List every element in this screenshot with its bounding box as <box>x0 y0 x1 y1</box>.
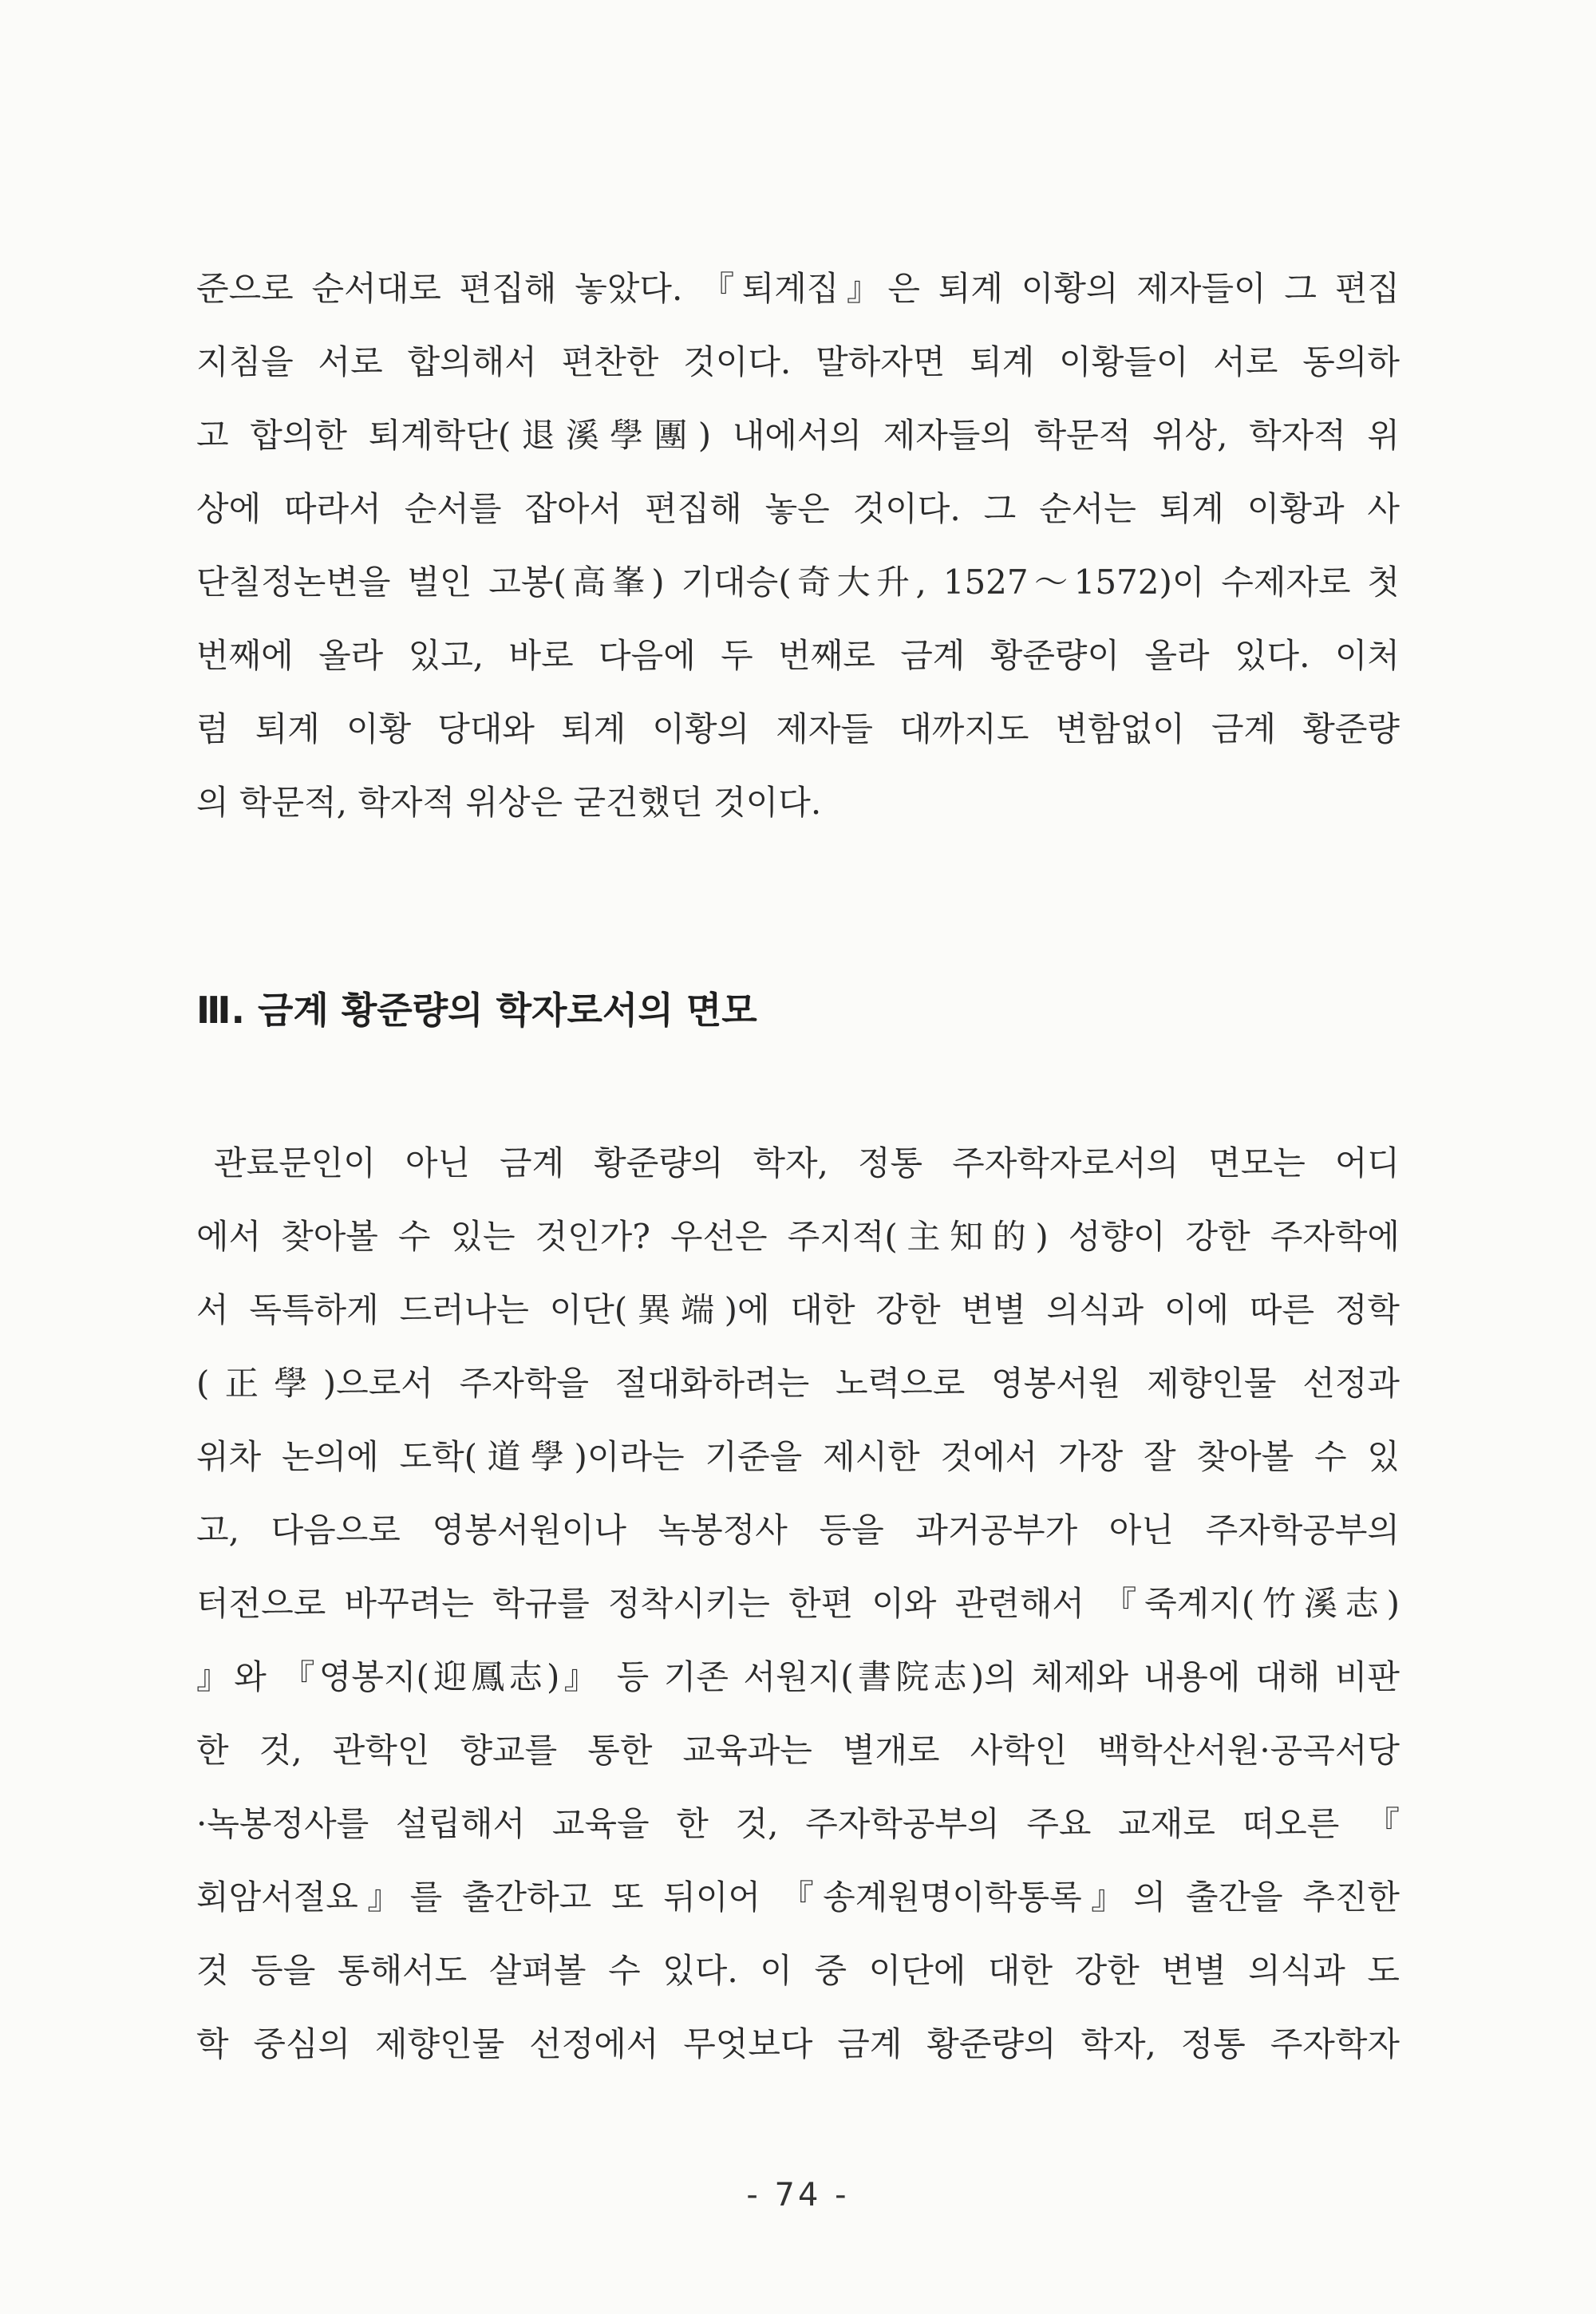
text-line: 준으로 순서대로 편집해 놓았다. 『퇴계집』은 퇴계 이황의 제자들이 그 편집 <box>196 269 1400 308</box>
text-line: 럼 퇴계 이황 당대와 퇴계 이황의 제자들 대까지도 변함없이 금계 황준량 <box>196 709 1400 748</box>
text-line: 단칠정논변을 벌인 고봉(高峯) 기대승(奇大升, 1527～1572)이 수제자로 첫 <box>196 563 1400 602</box>
text-line: (正學)으로서 주자학을 절대화하려는 노력으로 영봉서원 제향인물 선정과 <box>196 1364 1400 1403</box>
text-line: 것 등을 통해서도 살펴볼 수 있다. 이 중 이단에 대한 강한 변별 의식과 도 <box>196 1951 1400 1990</box>
text-line: 고 합의한 퇴계학단(退溪學團) 내에서의 제자들의 학문적 위상, 학자적 위 <box>196 416 1400 455</box>
text-line: 회암서절요』를 출간하고 또 뒤이어 『송계원명이학통록』의 출간을 추진한 <box>196 1878 1400 1917</box>
text-line: 고, 다음으로 영봉서원이나 녹봉정사 등을 과거공부가 아닌 주자학공부의 <box>196 1510 1400 1550</box>
text-line: 관료문인이 아닌 금계 황준량의 학자, 정통 주자학자로서의 면모는 어디 <box>214 1143 1400 1183</box>
paragraph-2 <box>196 1127 1400 2081</box>
page-number: - 74 - <box>746 2177 850 2213</box>
text-line: 학 중심의 제향인물 선정에서 무엇보다 금계 황준량의 학자, 정통 주자학자 <box>196 2024 1400 2063</box>
text-line: 서 독특하게 드러나는 이단(異端)에 대한 강한 변별 의식과 이에 따른 정학 <box>196 1290 1400 1329</box>
text-line: 의 학문적, 학자적 위상은 굳건했던 것이다. <box>196 783 822 822</box>
text-line: 상에 따라서 순서를 잡아서 편집해 놓은 것이다. 그 순서는 퇴계 이황과 사 <box>196 489 1400 528</box>
section-heading: Ⅲ. 금계 황준량의 학자로서의 면모 <box>196 989 757 1032</box>
text-line: 지침을 서로 합의해서 편찬한 것이다. 말하자면 퇴계 이황들이 서로 동의하 <box>196 342 1400 381</box>
text-line: 한 것, 관학인 향교를 통한 교육과는 별개로 사학인 백학산서원·공곡서당 <box>196 1731 1400 1770</box>
paragraph-1 <box>196 252 1400 839</box>
text-line: 』와 『영봉지(迎鳳志)』 등 기존 서원지(書院志)의 체제와 내용에 대해 비판 <box>196 1657 1400 1696</box>
text-line: 번째에 올라 있고, 바로 다음에 두 번째로 금계 황준량이 올라 있다. 이처 <box>196 636 1400 675</box>
text-line: 위차 논의에 도학(道學)이라는 기준을 제시한 것에서 가장 잘 찾아볼 수 있 <box>196 1437 1400 1476</box>
text-line: 에서 찾아볼 수 있는 것인가? 우선은 주지적(主知的) 성향이 강한 주자학에 <box>196 1217 1400 1256</box>
text-line: 터전으로 바꾸려는 학규를 정착시키는 한편 이와 관련해서 『죽계지(竹溪志) <box>196 1584 1400 1623</box>
text-line: ·녹봉정사를 설립해서 교육을 한 것, 주자학공부의 주요 교재로 떠오른 『 <box>196 1804 1400 1843</box>
